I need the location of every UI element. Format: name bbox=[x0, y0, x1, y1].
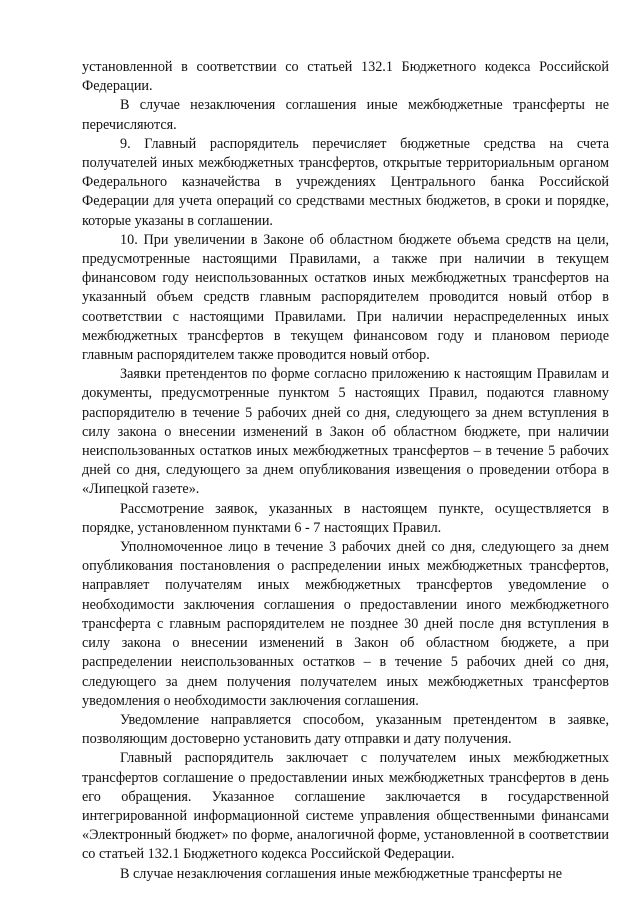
paragraph-agreement: Главный распорядитель заключает с получателем иных межбюджетных трансфертов соглашение о предоставлении иных межбюджетных трансфертов в день его обращения. Указанное соглашение заключается в государственной интегрированной информационной системе управления общественными финансами «Электронный бюджет» по форме, аналогичной форме, установленной в соответствии со статьей 132.1 Бюджетного кодекса Российской Федерации. bbox=[82, 750, 609, 863]
paragraph-no-agreement: В случае незаключения соглашения иные межбюджетные трансферты не перечисляются. bbox=[82, 97, 609, 133]
paragraph-item-9: 9. Главный распорядитель перечисляет бюджетные средства на счета получателей иных межбюджетных трансфертов, открытые территориальным органом Федерального казначейства в учреждениях Центрального банка Российской Федерации для учета операций со средствами местных бюджетов, в сроки и порядке, которые указаны в соглашении. bbox=[82, 135, 609, 229]
paragraph-applications: Заявки претендентов по форме согласно приложению к настоящим Правилам и документы, предусмотренные пунктом 5 настоящих Правил, подаются главному распорядителю в течение 5 рабочих дней со дня, следующего за днем вступления в силу закона о внесении изменений в Закон об областном бюджете, при наличии неиспользованных остатков иных межбюджетных трансфертов – в течение 5 рабочих дней со дня, следующего за днем опубликования извещения о проведении отбора в «Липецкой газете». bbox=[82, 366, 609, 498]
document-page bbox=[82, 58, 609, 884]
paragraph-continuation: установленной в соответствии со статьей 132.1 Бюджетного кодекса Российской Федерации. bbox=[82, 59, 609, 95]
paragraph-authorized-person: Уполномоченное лицо в течение 3 рабочих дней со дня, следующего за днем опубликования постановления о распределении иных межбюджетных трансфертов, направляет получателям иных межбюджетных трансфертов уведомление о необходимости заключения соглашения о предоставлении иного межбюджетного трансферта с главным распорядителем не позднее 30 дней после дня вступления в силу закона о внесении изменений в Закон об областном бюджете, а при распределении неиспользованных остатков – в течение 5 рабочих дней со дня, следующего за днем получения получателем иных межбюджетных трансфертов уведомления о необходимости заключения соглашения. bbox=[82, 539, 609, 709]
paragraph-item-10: 10. При увеличении в Законе об областном бюджете объема средств на цели, предусмотренные настоящими Правилами, а также при наличии в текущем финансовом году неиспользованных остатков иных межбюджетных трансфертов на указанный объем средств главным распорядителем проводится новый отбор в соответствии с настоящими Правилами. При наличии нераспределенных иных межбюджетных трансфертов в текущем финансовом году и плановом периоде главным распорядителем также проводится новый отбор. bbox=[82, 231, 609, 364]
paragraph-review: Рассмотрение заявок, указанных в настоящем пункте, осуществляется в порядке, установленном пунктами 6 - 7 настоящих Правил. bbox=[82, 500, 609, 536]
paragraph-notification: Уведомление направляется способом, указанным претендентом в заявке, позволяющим достоверно установить дату отправки и дату получения. bbox=[82, 711, 609, 748]
paragraph-no-agreement-end: В случае незаключения соглашения иные межбюджетные трансферты не bbox=[120, 865, 563, 882]
